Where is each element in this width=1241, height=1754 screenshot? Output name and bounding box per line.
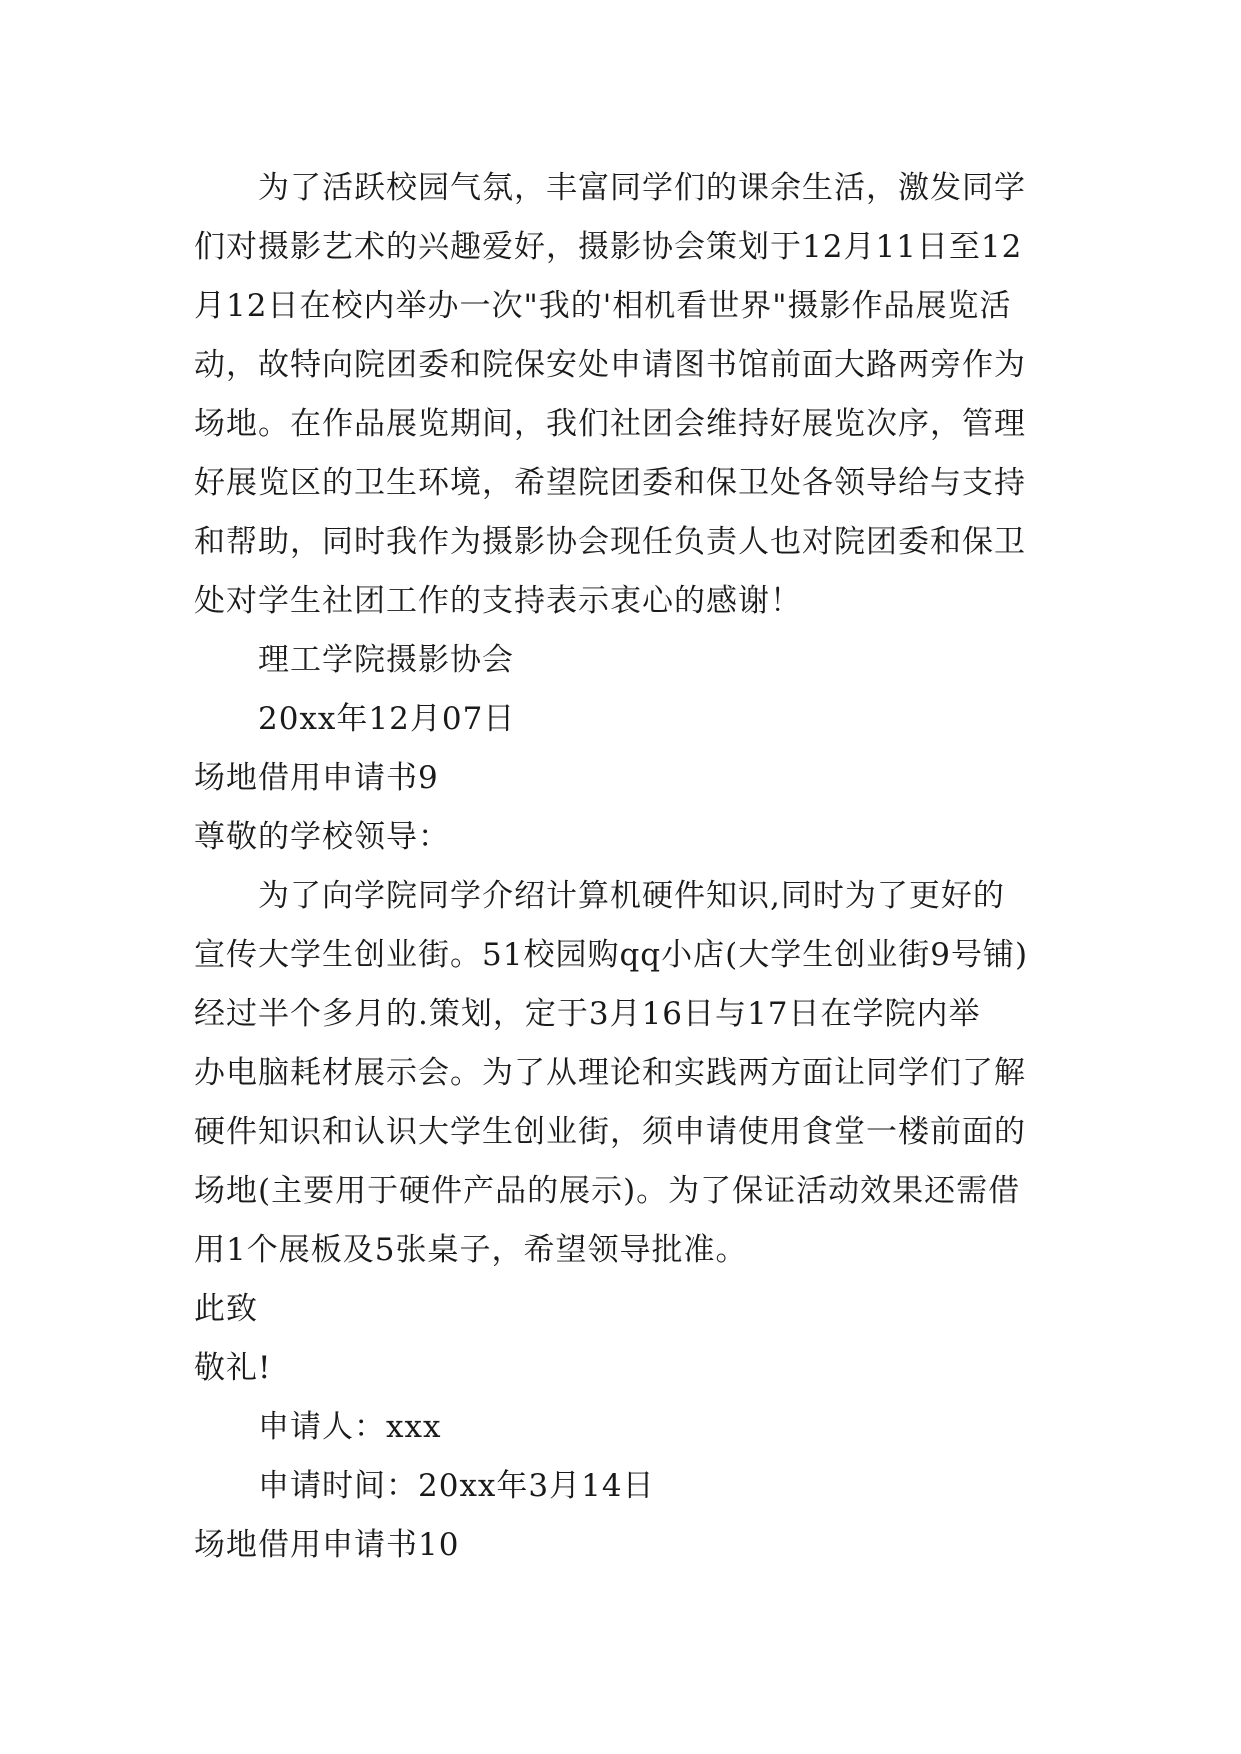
paragraph-line: 硬件知识和认识大学生创业街，须申请使用食堂一楼前面的: [194, 1114, 1026, 1150]
paragraph-line: 为了向学院同学介绍计算机硬件知识,同时为了更好的: [258, 878, 1005, 914]
paragraph-line: 们对摄影艺术的兴趣爱好，摄影协会策划于12月11日至12: [194, 229, 1023, 265]
paragraph-line: 好展览区的卫生环境，希望院团委和保卫处各领导给与支持: [194, 465, 1026, 501]
application-date: 申请时间：20xx年3月14日: [258, 1468, 655, 1504]
paragraph-line: 场地(主要用于硬件产品的展示)。为了保证活动效果还需借: [194, 1173, 1021, 1209]
paragraph-line: 办电脑耗材展示会。为了从理论和实践两方面让同学们了解: [194, 1055, 1026, 1091]
paragraph-line: 月12日在校内举办一次"我的'相机看世界"摄影作品展览活: [194, 288, 1012, 324]
paragraph-line: 动，故特向院团委和院保安处申请图书馆前面大路两旁作为: [194, 347, 1026, 383]
paragraph-line: 用1个展板及5张桌子，希望领导批准。: [194, 1232, 748, 1268]
closing-line: 此致: [194, 1291, 258, 1327]
signature-organization: 理工学院摄影协会: [258, 642, 514, 678]
paragraph-line: 和帮助，同时我作为摄影协会现任负责人也对院团委和保卫: [194, 524, 1026, 560]
closing-line: 敬礼!: [194, 1350, 272, 1386]
paragraph-line: 宣传大学生创业街。51校园购qq小店(大学生创业街9号铺): [194, 937, 1029, 973]
salutation: 尊敬的学校领导：: [194, 819, 450, 855]
signature-date: 20xx年12月07日: [258, 701, 516, 737]
paragraph-line: 为了活跃校园气氛，丰富同学们的课余生活，激发同学: [258, 170, 1026, 206]
section-heading: 场地借用申请书10: [194, 1527, 460, 1563]
paragraph-line: 场地。在作品展览期间，我们社团会维持好展览次序，管理: [194, 406, 1026, 442]
section-heading: 场地借用申请书9: [194, 760, 439, 796]
paragraph-line: 处对学生社团工作的支持表示衷心的感谢！: [194, 583, 802, 619]
paragraph-line: 经过半个多月的.策划，定于3月16日与17日在学院内举: [194, 996, 981, 1032]
applicant-line: 申请人：xxx: [258, 1409, 442, 1445]
